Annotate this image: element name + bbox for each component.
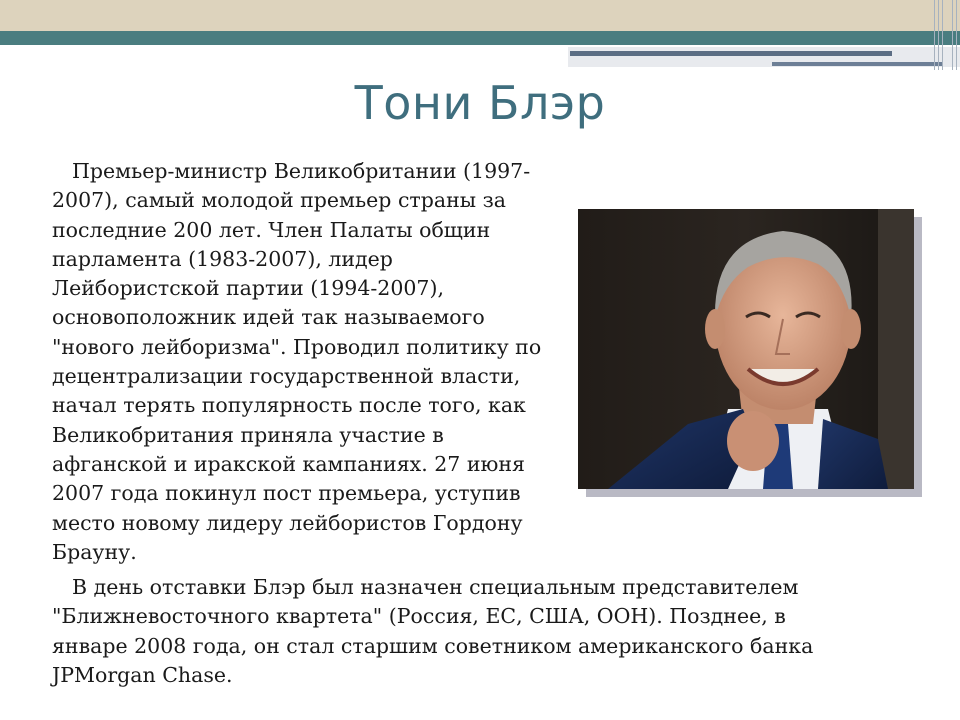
header-accent-line-short [772,62,942,66]
biography-paragraph: Премьер-министр Великобритании (1997-2007), самый молодой премьер страны за последние 200 лет. Член Палаты общин парламента (1983-2007), лидер Лейбористской партии (1994-2007), основоположник идей так называемого "нового лейборизма". Проводил политику по децентрализации государственной власти, начал терять популярность после того, как Великобритания приняла участие в афганской и иракской кампаниях. 27 июня 2007 года покинул пост премьера, уступив место новому лидеру лейбористов Гордону Брауну. [52,159,542,564]
header-accent-line [570,51,892,56]
post-resignation-paragraph: В день отставки Блэр был назначен специальным представителем "Ближневосточного квартета" (Россия, ЕС, США, ООН). Позднее, в январе 2008 года, он стал старшим советником американского банка JPMorgan Chase. [52,575,814,687]
header-band-teal [0,31,960,45]
header-band-beige [0,0,960,31]
header-edge-lines [930,0,960,70]
slide-title: Тони Блэр [354,76,606,130]
portrait-photo [578,209,914,489]
